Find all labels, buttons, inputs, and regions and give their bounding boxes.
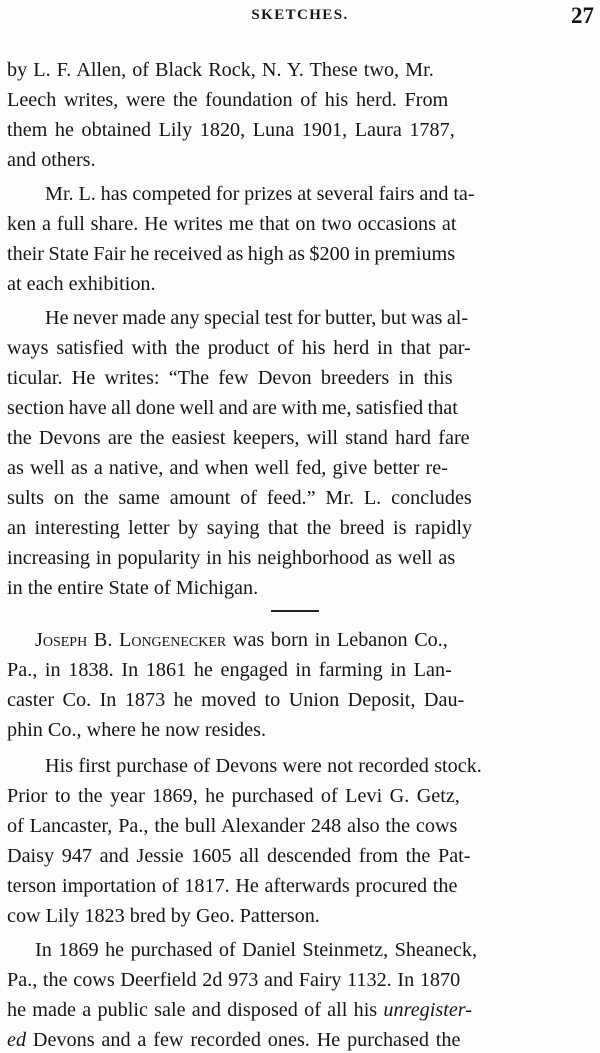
text-line: phin Co., where he now resides. <box>7 719 267 741</box>
text-line: in the entire State of Michigan. <box>7 577 259 599</box>
text-line: increasing in popularity in his neighborhood as well as <box>7 547 456 569</box>
text-fragment: Devons and a few recorded ones. He purchased the <box>26 1029 461 1051</box>
text-line <box>35 627 448 653</box>
text-line: sults on the same amount of feed.” Mr. L. concludes <box>7 487 472 509</box>
text-line: He never made any special test for butter, but was al- <box>45 307 469 329</box>
text-line: them he obtained Lily 1820, Luna 1901, Laura 1787, <box>7 119 455 141</box>
text-line: Daisy 947 and Jessie 1605 all descended from the Pat- <box>7 845 471 867</box>
text-line: His first purchase of Devons were not recorded stock. <box>45 755 482 777</box>
running-title: SKETCHES. <box>251 7 349 23</box>
text-line: Mr. L. has competed for prizes at several fairs and ta- <box>45 183 475 205</box>
text-line: an interesting letter by saying that the breed is rapidly <box>7 517 473 539</box>
text-line <box>7 1027 460 1053</box>
text-line: caster Co. In 1873 he moved to Union Deposit, Dau- <box>7 689 465 711</box>
text-line: by L. F. Allen, of Black Rock, N. Y. These two, Mr. <box>7 59 434 81</box>
text-line: Prior to the year 1869, he purchased of Levi G. Getz, <box>7 785 460 807</box>
page-number: 27 <box>571 3 594 28</box>
person-name: Joseph B. Longenecker <box>35 629 227 651</box>
text-line: the Devons are the easiest keepers, will stand hard fare <box>7 427 470 449</box>
text-line: terson importation of 1817. He afterwards procured the <box>7 875 458 897</box>
italic-fragment: unregister- <box>383 999 472 1021</box>
text-line: ways satisfied with the product of his herd in that par- <box>7 337 471 359</box>
text-fragment: was born in Lebanon Co., <box>226 629 448 651</box>
text-fragment: he made a public sale and disposed of all his <box>7 999 384 1021</box>
text-line: as well as a native, and when well fed, give better re- <box>7 457 448 479</box>
text-line: cow Lily 1823 bred by Geo. Patterson. <box>7 905 320 927</box>
text-line: at each exhibition. <box>7 273 156 295</box>
text-line: ticular. He writes: “The few Devon breeders in this <box>7 367 453 389</box>
text-line: Leech writes, were the foundation of his herd. From <box>7 89 449 111</box>
text-line: their State Fair he received as high as $200 in premiums <box>7 243 456 265</box>
text-line: and others. <box>7 149 96 171</box>
section-divider <box>271 610 319 612</box>
text-line: ken a full share. He writes me that on two occasions at <box>7 213 457 235</box>
text-line: of Lancaster, Pa., the bull Alexander 248 also the cows <box>7 815 458 837</box>
text-line: section have all done well and are with me, satisfied that <box>7 397 458 419</box>
text-line <box>7 997 472 1023</box>
text-line: Pa., the cows Deerfield 2d 973 and Fairy 1132. In 1870 <box>7 969 461 991</box>
text-line: Pa., in 1838. In 1861 he engaged in farming in Lan- <box>7 659 452 681</box>
text-line: In 1869 he purchased of Daniel Steinmetz, Sheaneck, <box>35 939 478 961</box>
running-head <box>0 4 600 32</box>
italic-fragment: ed <box>7 1029 27 1051</box>
